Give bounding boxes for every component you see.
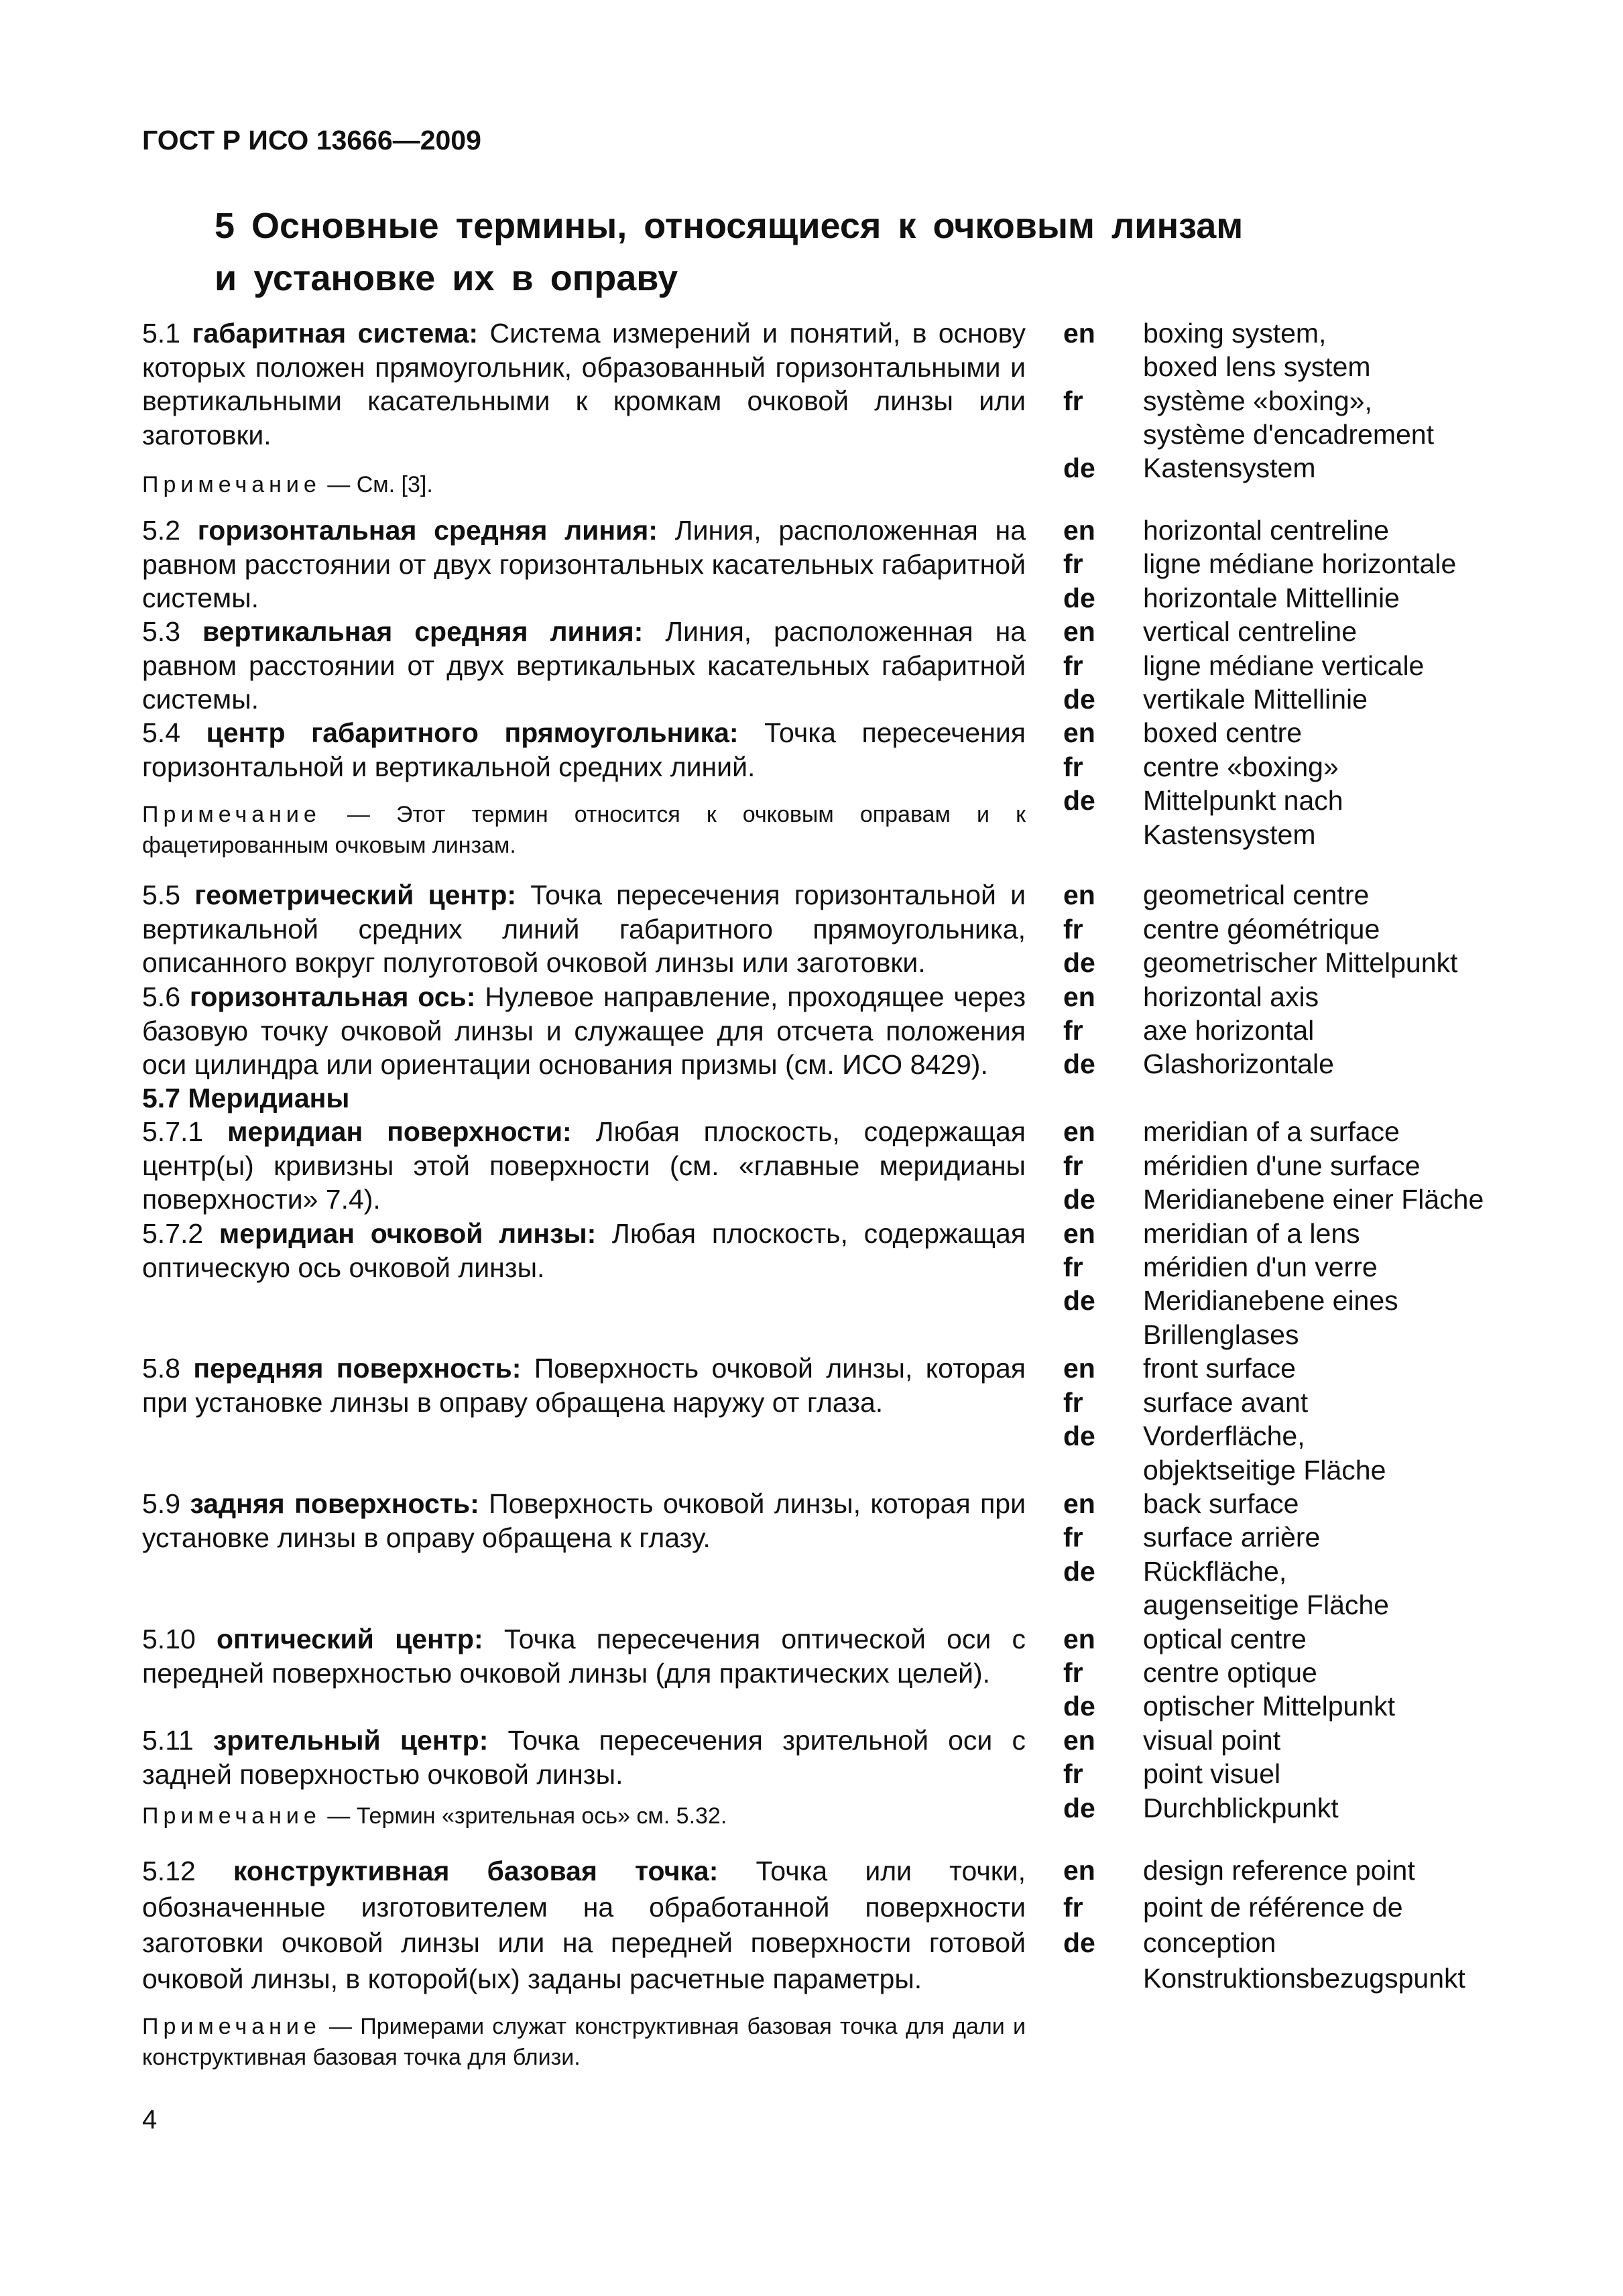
lang-code-de: de [1063,1184,1095,1215]
entry-5-3-text: 5.3 вертикальная средняя линия: Линия, расположенная на равном расстоянии от двух вертикальных касательных габаритной системы. [142,616,1026,715]
section-title-line-2: и установке их в оправу [215,258,678,298]
lang-code-de: de [1063,1556,1095,1587]
term-en: horizontal centreline [1143,515,1389,546]
entry-5-4-text: 5.4 центр габаритного прямоугольника: Точка пересечения горизонтальной и вертикальной средних линий. [142,717,1026,782]
term-en: meridian of a lens [1143,1218,1360,1249]
section-title [215,200,1287,304]
term-de: optischer Mittelpunkt [1143,1691,1396,1721]
term-fr: surface avant [1143,1387,1309,1418]
section-title-line-1: 5 Основные термины, относящиеся к очковым линзам [215,206,1244,246]
term-de: Vorderfläche, [1143,1421,1305,1451]
term-de: Meridianebene eines [1143,1285,1398,1316]
lang-code-fr: fr [1063,1015,1083,1046]
lang-code-de: de [1063,785,1095,816]
lang-code-de: de [1063,1421,1095,1451]
term-de-cont: Brillenglases [1143,1319,1299,1350]
entry-5-8-text: 5.8 передняя поверхность: Поверхность очковой линзы, которая при установке линзы в оправу обращена наружу от глаза. [142,1353,1026,1418]
term-fr-cont: conception [1143,1927,1276,1958]
term-de: Konstruktionsbezugspunkt [1143,1963,1465,1994]
lang-code-de: de [1063,1285,1095,1316]
entry-5-7-1-text: 5.7.1 меридиан поверхности: Любая плоскость, содержащая центр(ы) кривизны этой поверхности (см. «главные меридианы поверхности» 7.4). [142,1116,1026,1215]
lang-code-en: en [1063,981,1095,1012]
lang-code-fr: fr [1063,751,1083,782]
lang-code-en: en [1063,1488,1095,1519]
term-fr: point visuel [1143,1758,1281,1789]
lang-code-en: en [1063,318,1095,349]
entry-5-12-text: 5.12 конструктивная базовая точка: Точка или точки, обозначенные изготовителем на обработанной поверхности заготовки очковой линзы или на передней поверхности готовой очковой линзы, в которой(ых) заданы расчетные параметры. [142,1856,1026,1994]
term-de: Durchblickpunkt [1143,1793,1339,1823]
term-de: Kastensystem [1143,452,1316,483]
term-en: meridian of a surface [1143,1116,1400,1147]
entry-5-11-note: Примечание — Термин «зрительная ось» см. 5.32. [142,1803,727,1829]
term-en: front surface [1143,1353,1296,1384]
entry-5-10-text: 5.10 оптический центр: Точка пересечения оптической оси с передней поверхностью очковой линзы (для практических целей). [142,1624,1026,1689]
term-fr: centre optique [1143,1657,1317,1688]
term-en: boxing system, [1143,318,1327,349]
lang-code-en: en [1063,1218,1095,1249]
entry-5-2-text: 5.2 горизонтальная средняя линия: Линия, расположенная на равном расстоянии от двух горизонтальных касательных габаритной системы. [142,515,1026,613]
entry-5-7-2-text: 5.7.2 меридиан очковой линзы: Любая плоскость, содержащая оптическую ось очковой линзы. [142,1218,1026,1283]
entry-5-12-note: Примечание — Примерами служат конструктивная базовая точка для дали и конструктивная базовая точка для близи. [142,2014,1026,2070]
lang-code-en: en [1063,515,1095,546]
lang-code-fr: fr [1063,1387,1083,1418]
lang-code-de: de [1063,947,1095,978]
term-de: vertikale Mittellinie [1143,684,1368,715]
document-header: ГОСТ Р ИСО 13666—2009 [142,125,481,156]
term-en: visual point [1143,1725,1281,1756]
entry-5-9-text: 5.9 задняя поверхность: Поверхность очковой линзы, которая при установке линзы в оправу обращена к глазу. [142,1488,1026,1553]
lang-code-de: de [1063,583,1095,613]
entry-5-1-note: Примечание — См. [3]. [142,472,433,497]
term-en: geometrical centre [1143,880,1370,910]
lang-code-en: en [1063,1353,1095,1384]
lang-code-en: en [1063,1116,1095,1147]
term-de: Rückfläche, [1143,1556,1287,1587]
entry-5-6-text: 5.6 горизонтальная ось: Нулевое направление, проходящее через базовую точку очковой линзы и служащее для отсчета положения оси цилиндра или ориентации основания призмы (см. ИСО 8429). [142,981,1026,1080]
lang-code-fr: fr [1063,1892,1083,1923]
lang-code-en: en [1063,616,1095,647]
lang-code-en: en [1063,1855,1095,1886]
page-number: 4 [142,2105,158,2134]
term-en: boxed centre [1143,717,1303,748]
term-fr: méridien d'un verre [1143,1252,1378,1282]
term-de-cont: objektseitige Fläche [1143,1455,1386,1486]
term-fr: système «boxing», [1143,385,1372,416]
term-en: design reference point [1143,1855,1415,1886]
term-fr: méridien d'une surface [1143,1150,1421,1181]
term-en-cont: boxed lens system [1143,351,1371,382]
lang-code-de: de [1063,684,1095,715]
lang-code-en: en [1063,1725,1095,1756]
term-fr: point de référence de [1143,1892,1403,1923]
term-fr: axe horizontal [1143,1015,1315,1046]
lang-code-fr: fr [1063,914,1083,945]
term-fr-cont: système d'encadrement [1143,419,1434,450]
lang-code-en: en [1063,717,1095,748]
lang-code-en: en [1063,1624,1095,1654]
lang-code-de: de [1063,1793,1095,1823]
term-fr: centre «boxing» [1143,751,1339,782]
term-de: Mittelpunkt nach [1143,785,1343,816]
term-fr: ligne médiane horizontale [1143,548,1457,579]
lang-code-fr: fr [1063,1657,1083,1688]
lang-code-de: de [1063,1927,1095,1958]
term-en: horizontal axis [1143,981,1319,1012]
entry-5-1-text: 5.1 габаритная система: Система измерений и понятий, в основу которых положен прямоугольник, образованный горизонтальными и вертикальными касательными к кромкам очковой линзы или заготовки. [142,318,1026,450]
lang-code-fr: fr [1063,1522,1083,1553]
lang-code-fr: fr [1063,1150,1083,1181]
entry-5-11-text: 5.11 зрительный центр: Точка пересечения зрительной оси с задней поверхностью очковой линзы. [142,1725,1026,1790]
lang-code-en: en [1063,880,1095,910]
term-de: Glashorizontale [1143,1048,1334,1079]
term-de: Meridianebene einer Fläche [1143,1184,1484,1215]
lang-code-fr: fr [1063,548,1083,579]
term-en: back surface [1143,1488,1299,1519]
term-de: horizontale Mittellinie [1143,583,1400,613]
term-fr: centre géométrique [1143,914,1380,945]
term-de-cont: Kastensystem [1143,819,1316,850]
term-de-cont: augenseitige Fläche [1143,1589,1389,1620]
term-en: vertical centreline [1143,616,1358,647]
lang-code-de: de [1063,452,1095,483]
lang-code-fr: fr [1063,1758,1083,1789]
entry-5-5-text: 5.5 геометрический центр: Точка пересечения горизонтальной и вертикальной средних линий габаритного прямоугольника, описанного вокруг полуготовой очковой линзы или заготовки. [142,880,1026,978]
lang-code-fr: fr [1063,650,1083,681]
term-en: optical centre [1143,1624,1307,1654]
subsection-heading-5-7: 5.7 Меридианы [142,1083,350,1113]
lang-code-fr: fr [1063,1252,1083,1282]
lang-code-de: de [1063,1691,1095,1721]
lang-code-fr: fr [1063,385,1083,416]
lang-code-de: de [1063,1048,1095,1079]
term-de: geometrischer Mittelpunkt [1143,947,1458,978]
term-fr: surface arrière [1143,1522,1321,1553]
entry-5-4-note: Примечание — Этот термин относится к очковым оправам и к фацетированным очковым линзам. [142,802,1026,858]
term-fr: ligne médiane verticale [1143,650,1425,681]
